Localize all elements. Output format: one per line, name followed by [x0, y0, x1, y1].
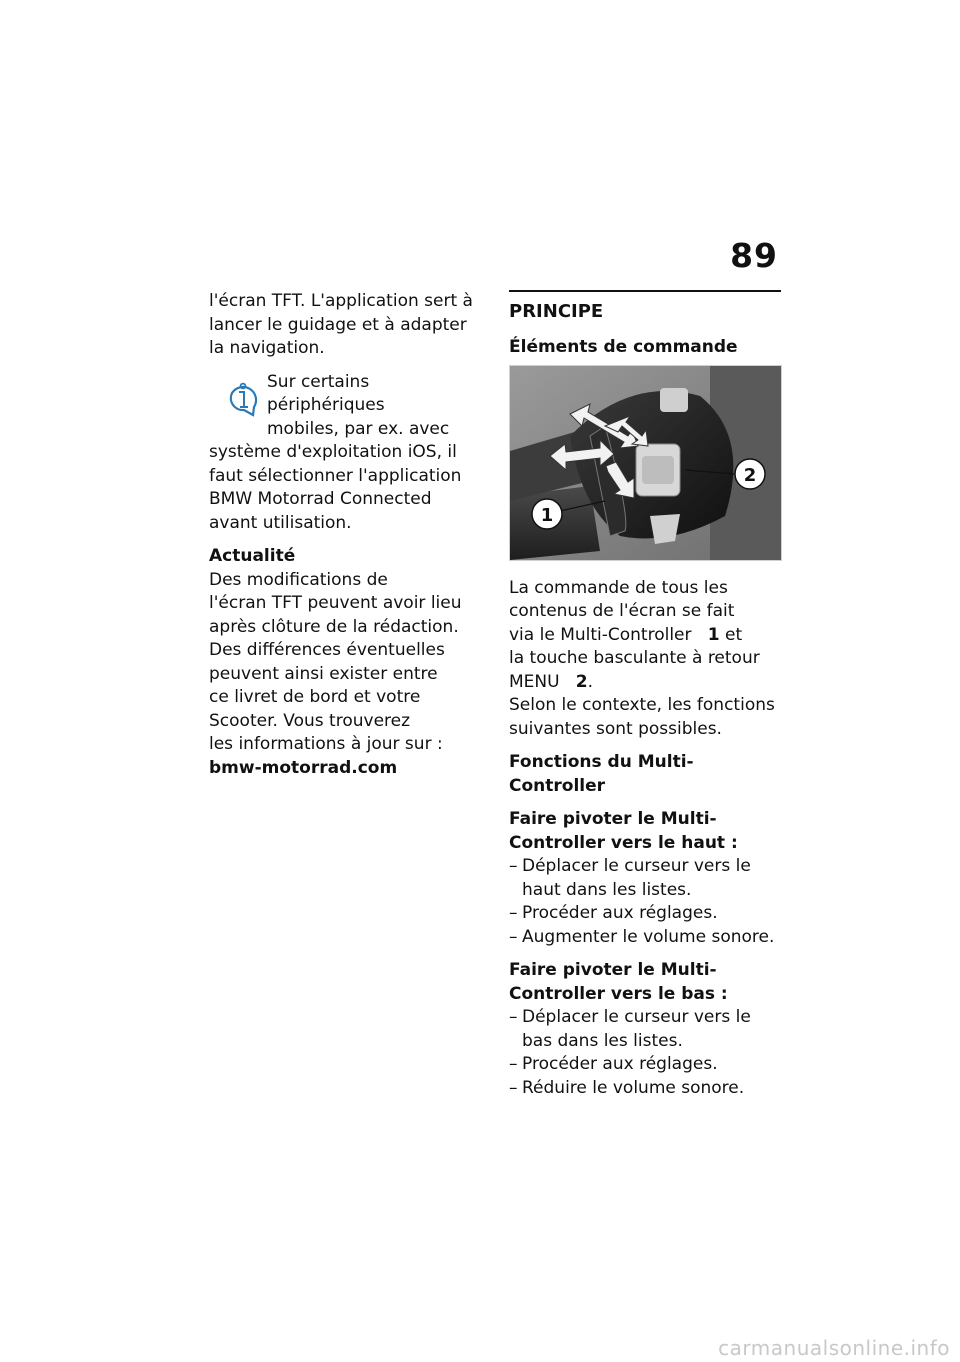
description-line: suivantes sont possibles.	[509, 718, 722, 739]
list-item	[509, 1053, 781, 1077]
description-text: MENU	[509, 671, 560, 692]
note-line: faut sélectionner l'application	[209, 465, 462, 486]
update-line: l'écran TFT peuvent avoir lieu	[209, 593, 462, 613]
info-note	[209, 371, 491, 536]
list-item-text: – Réduire le volume sonore.	[522, 1077, 745, 1098]
list-item-text: – Procéder aux réglages.	[522, 1054, 718, 1074]
note-line: BMW Motorrad Connected	[209, 489, 432, 509]
list-item	[509, 926, 781, 950]
list-item	[509, 855, 781, 902]
list-item-text: haut dans les listes.	[522, 879, 692, 900]
update-section	[209, 545, 491, 780]
rotate-down-title: Faire pivoter le Multi-	[509, 960, 717, 980]
description-line: La commande de tous les	[509, 577, 728, 598]
update-line: ce livret de bord et votre	[209, 687, 421, 707]
list-item	[509, 902, 781, 926]
info-icon	[223, 377, 263, 417]
watermark: carmanualsonline.info	[718, 1336, 950, 1360]
list-item-text: – Déplacer le curseur vers le	[522, 1007, 751, 1027]
note-line: système d'exploitation iOS, il	[209, 442, 457, 462]
left-column	[209, 290, 491, 780]
rotate-down-section	[509, 959, 781, 1100]
callout-ref-2: 2	[575, 671, 588, 692]
figure-callout-1: 1	[540, 505, 554, 526]
list-item	[509, 1077, 781, 1101]
update-line: après clôture de la rédaction.	[209, 616, 459, 637]
description-text: .	[587, 671, 594, 692]
controls-subtitle: Éléments de commande	[509, 336, 738, 357]
list-item-text: bas dans les listes.	[522, 1030, 683, 1051]
page-number: 89	[730, 236, 778, 275]
list-item-text: – Déplacer le curseur vers le	[522, 856, 751, 876]
rotate-down-title: Controller vers le bas :	[509, 983, 728, 1004]
note-line: avant utilisation.	[209, 512, 352, 533]
callout-ref-1: 1	[707, 624, 720, 645]
note-line: Sur certains périphériques	[267, 371, 385, 415]
note-line: mobiles, par ex. avec	[267, 418, 450, 439]
controls-description	[509, 577, 781, 742]
intro-line: la navigation.	[209, 338, 325, 358]
update-line: Scooter. Vous trouverez	[209, 710, 411, 731]
description-text: et	[724, 624, 743, 645]
update-line: les informations à jour sur :	[209, 734, 443, 754]
list-item-text: – Procéder aux réglages.	[522, 903, 718, 923]
rotate-up-title: Faire pivoter le Multi-	[509, 809, 717, 829]
description-line: la touche basculante à retour	[509, 648, 760, 668]
list-item-text: – Augmenter le volume sonore.	[522, 926, 775, 947]
handlebar-controls-photo	[509, 365, 782, 561]
section-rule	[509, 290, 781, 324]
update-line: Des différences éventuelles	[209, 640, 445, 660]
update-line: Des modifications de	[209, 569, 388, 590]
description-line	[509, 671, 781, 695]
rotate-up-title: Controller vers le haut :	[509, 832, 738, 853]
description-line: contenus de l'écran se fait	[509, 601, 735, 621]
description-line: Selon le contexte, les fonctions	[509, 695, 775, 715]
rotate-up-section	[509, 808, 781, 949]
website-link[interactable]: bmw-motorrad.com	[209, 757, 398, 778]
description-line	[509, 624, 781, 648]
intro-line: l'écran TFT. L'application sert à	[209, 291, 473, 311]
right-column	[509, 290, 781, 1100]
figure-callout-2: 2	[743, 465, 757, 486]
update-line: peuvent ainsi exister entre	[209, 663, 438, 684]
list-item	[509, 1006, 781, 1053]
functions-title: Fonctions du Multi-Controller	[509, 752, 694, 796]
intro-line: lancer le guidage et à adapter	[209, 314, 467, 335]
description-text: via le Multi-Controller	[509, 624, 692, 645]
section-title: PRINCIPE	[509, 301, 604, 322]
update-heading: Actualité	[209, 546, 296, 566]
